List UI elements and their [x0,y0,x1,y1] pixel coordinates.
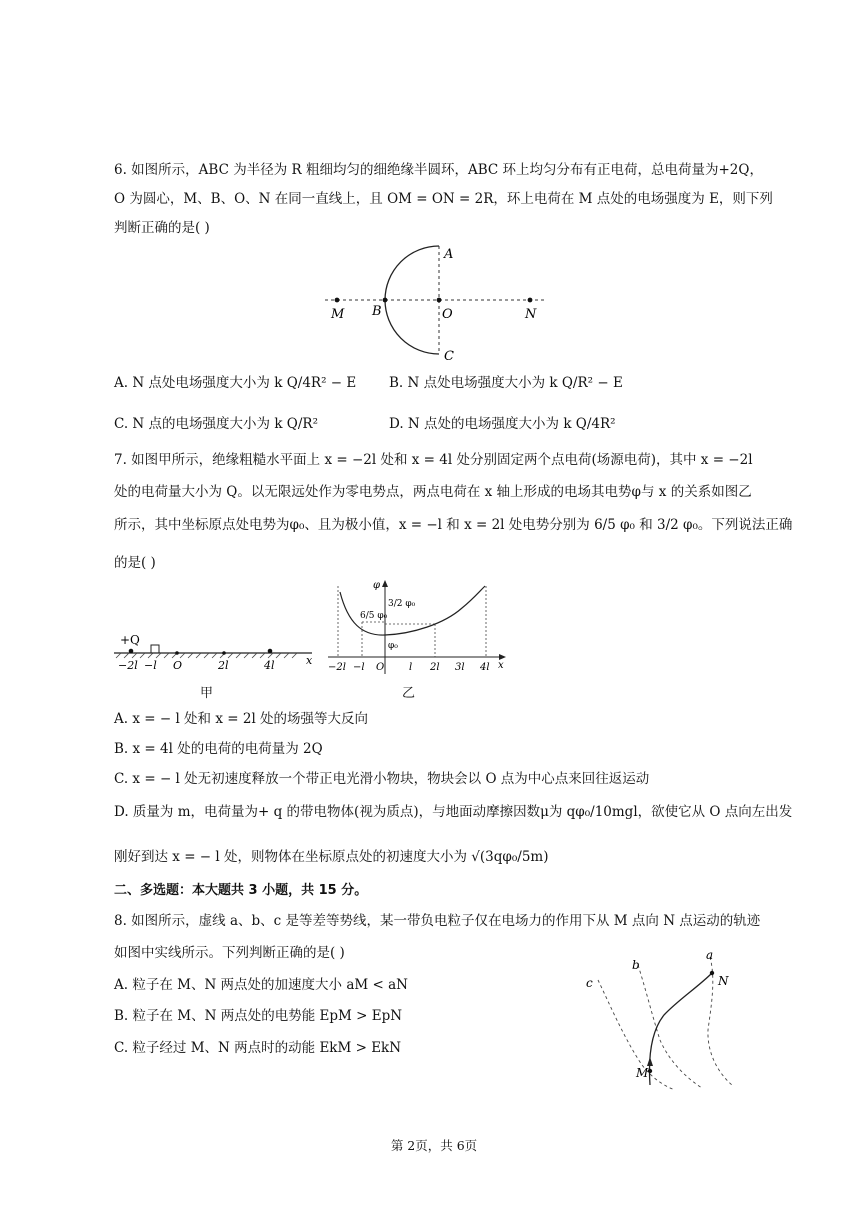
q6-line2: O 为圆心，M、B、O、N 在同一直线上，且 OM = ON = 2R，环上电荷在 M 点处的电场强度为 E，则下列 [114,191,773,207]
svg-text:c: c [586,976,593,990]
svg-text:M: M [636,1066,649,1080]
svg-text:4l: 4l [480,662,490,673]
label-C: C [444,349,454,364]
q8-line1: 8. 如图所示，虚线 a、b、c 是等差等势线，某一带负电粒子仅在电场力的作用下从 M 点向 N 点运动的轨迹 [114,913,761,929]
svg-text:φ₀: φ₀ [388,641,398,651]
svg-text:l: l [409,662,413,673]
svg-text:−2l: −2l [118,659,138,672]
q7-figure-jia [112,630,322,675]
svg-text:−l: −l [353,662,365,673]
svg-text:2l: 2l [218,659,229,672]
q8-line2: 如图中实线所示。下列判断正确的是( ) [114,945,345,961]
q7-caption-yi: 乙 [402,686,416,701]
q7-option-d-line2: 刚好到达 x = − l 处，则物体在坐标原点处的初速度大小为 √(3qφ₀/5m) [114,849,549,865]
q7-option-d-line1[interactable]: D. 质量为 m，电荷量为+ q 的带电物体(视为质点)，与地面动摩擦因数μ为 qφ₀/10mgl，欲使它从 O 点向左出发 [114,804,793,820]
q8-option-c[interactable]: C. 粒子经过 M、N 两点时的动能 EkM > EkN [114,1040,402,1056]
svg-text:6/5 φ₀: 6/5 φ₀ [360,611,388,621]
q8-option-a[interactable]: A. 粒子在 M、N 两点处的加速度大小 aM < aN [114,977,408,993]
q7-caption-jia: 甲 [200,686,214,701]
q6-line3: 判断正确的是( ) [114,220,210,236]
q6-line1: 6. 如图所示，ABC 为半径为 R 粗细均匀的细绝缘半圆环，ABC 环上均匀分布有正电荷，总电荷量为+2Q， [114,162,763,178]
q7-figure-yi [322,578,510,678]
q7-line3: 所示，其中坐标原点处电势为φ₀、且为极小值，x = −l 和 x = 2l 处电势分别为 6/5 φ₀ 和 3/2 φ₀。下列说法正确 [114,517,793,533]
label-O: O [442,307,453,322]
q7-option-a[interactable]: A. x = − l 处和 x = 2l 处的场强等大反向 [114,711,369,727]
q7-line2: 处的电荷量大小为 Q。以无限远处作为零电势点，两点电荷在 x 轴上形成的电场其电势φ与 x 的关系如图乙 [114,484,752,500]
jia-charge: +Q [120,633,140,647]
svg-text:N: N [718,974,729,988]
label-M: M [331,307,345,322]
svg-text:4l: 4l [264,659,275,672]
svg-text:a: a [706,948,714,962]
q6-option-a[interactable]: A. N 点处电场强度大小为 k Q/4R² − E [114,375,357,391]
svg-text:O: O [376,662,385,673]
label-B: B [372,304,382,319]
q8-figure [580,945,745,1095]
svg-text:−2l: −2l [328,662,346,673]
q7-line4: 的是( ) [114,555,156,571]
q6-figure [320,238,550,368]
svg-text:−l: −l [144,659,157,672]
svg-text:x: x [306,654,313,667]
page-footer: 第 2页，共 6页 [390,1138,478,1153]
label-N: N [525,307,537,322]
q7-option-c[interactable]: C. x = − l 处无初速度释放一个带正电光滑小物块，物块会以 O 点为中心点来回往返运动 [114,771,650,787]
q6-option-b[interactable]: B. N 点处电场强度大小为 k Q/R² − E [389,375,623,391]
label-A: A [444,247,454,262]
svg-text:b: b [632,958,640,972]
svg-text:3l: 3l [455,662,465,673]
q6-option-d[interactable]: D. N 点处的电场强度大小为 k Q/4R² [389,416,616,432]
svg-text:φ: φ [373,580,381,591]
q8-option-b[interactable]: B. 粒子在 M、N 两点处的电势能 EpM > EpN [114,1008,403,1024]
q6-option-c[interactable]: C. N 点的电场强度大小为 k Q/R² [114,416,318,432]
svg-text:2l: 2l [430,662,440,673]
q7-line1: 7. 如图甲所示，绝缘粗糙水平面上 x = −2l 处和 x = 4l 处分别固定两个点电荷(场源电荷)，其中 x = −2l [114,452,753,468]
svg-text:x: x [498,660,504,671]
q7-option-b[interactable]: B. x = 4l 处的电荷的电荷量为 2Q [114,741,323,757]
svg-text:3/2 φ₀: 3/2 φ₀ [388,599,416,609]
section-heading: 二、多选题：本大题共 3 小题，共 15 分。 [114,883,368,898]
svg-text:O: O [173,659,183,672]
